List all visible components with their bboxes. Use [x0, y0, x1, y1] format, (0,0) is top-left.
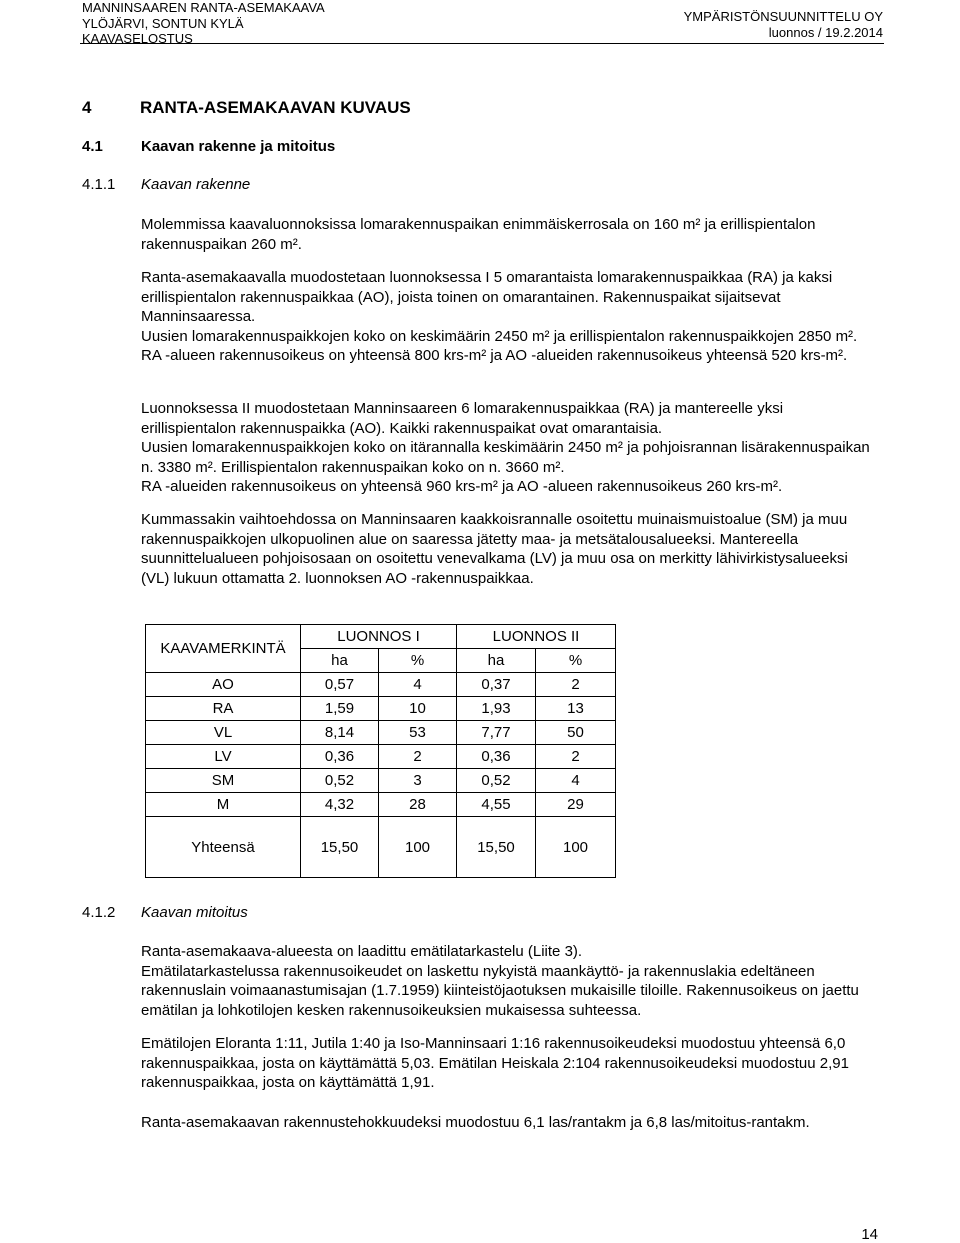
header-left: [82, 0, 325, 47]
table-cell: RA: [146, 697, 301, 721]
area-table: [145, 624, 616, 878]
header-project-title: MANNINSAAREN RANTA-ASEMAKAAVA: [82, 0, 325, 15]
table-cell: 29: [536, 793, 616, 817]
header-right: [684, 9, 883, 40]
table-cell: 1,93: [457, 697, 536, 721]
header-doc-type: KAAVASELOSTUS: [82, 31, 193, 46]
table-cell: 28: [379, 793, 457, 817]
table-cell: LV: [146, 745, 301, 769]
paragraph-text: Luonnoksessa II muodostetaan Manninsaareen 6 lomarakennuspaikkaa (RA) ja mantereelle yksi erillispientalon rakennuspaikka (AO). Kaikki rakennuspaikat ovat omarantaisia.: [141, 400, 784, 437]
paragraph-parcel-survey: [141, 942, 871, 1020]
paragraph-draft-two: [141, 399, 871, 497]
header-company: YMPÄRISTÖNSUUNNITTELU OY: [683, 9, 883, 24]
paragraph-text: RA -alueiden rakennusoikeus on yhteensä 960 krs-m² ja AO -alueen rakennusoikeus 260 krs-m².: [141, 478, 783, 495]
paragraph-floor-area: [141, 215, 871, 254]
paragraph-text: Emätilatarkastelussa rakennusoikeudet on laskettu nykyistä maankäyttö- ja rakennuslakia edeltäneen rakennuslain voimaanastumisajan (1.7.1959) kiinteistöjaotuksen mukaisille tiloille. Rakennusoikeus on jaettu emätilan ja lohkotilojen kesken rakennusoikeuksien mukaisessa suhteessa.: [141, 962, 859, 1019]
paragraph-both-alternatives: [141, 510, 871, 588]
table-row: [146, 697, 616, 721]
heading-section: [82, 138, 335, 155]
table-row: [146, 745, 616, 769]
table-header-group-2: LUONNOS II: [457, 625, 616, 649]
table-cell: 0,37: [457, 673, 536, 697]
table-cell: 10: [379, 697, 457, 721]
table-cell: 2: [536, 745, 616, 769]
table-subheader-cell: ha: [301, 649, 379, 673]
heading-subsection-number: 4.1.2: [82, 904, 116, 921]
paragraph-text: Molemmissa kaavaluonnoksissa lomarakennuspaikan enimmäiskerrosala on 160 m² ja erillispientalon rakennuspaikan 260 m².: [141, 216, 816, 253]
paragraph-density: [141, 1113, 871, 1133]
heading-subsection-structure: [82, 176, 250, 193]
table-row: [146, 721, 616, 745]
table-cell: 15,50: [457, 817, 536, 878]
table-cell: 4: [536, 769, 616, 793]
table-cell: 4,55: [457, 793, 536, 817]
paragraph-text: Uusien lomarakennuspaikkojen koko on keskimäärin 2450 m² ja erillispientalon rakennuspaikkojen 2850 m². RA -alueen rakennusoikeus on yhteensä 800 krs-m² ja AO -alueiden rakennusoikeus yhteensä 520 krs-m².: [141, 327, 858, 364]
table-cell: 1,59: [301, 697, 379, 721]
table-cell: 100: [379, 817, 457, 878]
table-cell: AO: [146, 673, 301, 697]
heading-subsection-number: 4.1.1: [82, 176, 116, 193]
heading-subsection-title: Kaavan mitoitus: [141, 904, 248, 921]
paragraph-text: Uusien lomarakennuspaikkojen koko on itärannalla keskimäärin 2450 m² ja pohjoisrannan lisärakennuspaikan n. 3380 m². Erillispientalon rakennuspaikan koko on n. 3660 m².: [141, 439, 870, 476]
table-cell: Yhteensä: [146, 817, 301, 878]
table-cell: 2: [379, 745, 457, 769]
table-header-label: KAAVAMERKINTÄ: [146, 625, 301, 673]
paragraph-text: Ranta-asemakaavan rakennustehokkuudeksi muodostuu 6,1 las/rantakm ja 6,8 las/mitoitus-rantakm.: [141, 1114, 810, 1131]
table-cell: 50: [536, 721, 616, 745]
table-cell: M: [146, 793, 301, 817]
table-total-row: [146, 817, 616, 878]
table-row: [146, 673, 616, 697]
table-subheader-cell: %: [379, 649, 457, 673]
heading-chapter-number: 4: [82, 98, 92, 117]
table-cell: 15,50: [301, 817, 379, 878]
heading-chapter: [82, 98, 411, 118]
table-cell: 2: [536, 673, 616, 697]
paragraph-text: Kummassakin vaihtoehdossa on Manninsaaren kaakkoisrannalle osoitettu muinaismuistoalue (SM) ja muu rakennuspaikkojen ulkopuolinen alue on saaressa jätetty maa- ja metsätalousalueeksi. Mantereella suunnittelualueen pohjoisosaan on osoitettu venevalkama (LV) ja muu osa on merkitty lähivirkistysalueeksi (VL) lukuun ottamatta 2. luonnoksen AO -rakennuspaikkaa.: [141, 511, 848, 587]
table-subheader-cell: ha: [457, 649, 536, 673]
heading-subsection-title: Kaavan rakenne: [141, 176, 251, 193]
table-cell: 3: [379, 769, 457, 793]
table-row: [146, 769, 616, 793]
table-cell: 8,14: [301, 721, 379, 745]
table-cell: 0,52: [457, 769, 536, 793]
table-cell: 4,32: [301, 793, 379, 817]
paragraph-building-rights: [141, 1034, 871, 1093]
heading-section-title: Kaavan rakenne ja mitoitus: [141, 138, 336, 155]
heading-subsection-dimensioning: [82, 904, 248, 921]
table-cell: 100: [536, 817, 616, 878]
page-number: 14: [861, 1226, 878, 1243]
table-cell: VL: [146, 721, 301, 745]
table-cell: 4: [379, 673, 457, 697]
heading-chapter-title: RANTA-ASEMAKAAVAN KUVAUS: [140, 98, 411, 117]
table-cell: 53: [379, 721, 457, 745]
table-cell: 7,77: [457, 721, 536, 745]
table-cell: 13: [536, 697, 616, 721]
table-cell: 0,57: [301, 673, 379, 697]
table-cell: 0,52: [301, 769, 379, 793]
table-cell: SM: [146, 769, 301, 793]
paragraph-text: Ranta-asemakaavalla muodostetaan luonnoksessa I 5 omarantaista lomarakennuspaikkaa (RA) ja kaksi erillispientalon rakennuspaikkaa (AO), joista toinen on omarantainen. Rakennuspaikat sijaitsevat Manninsaaressa.: [141, 269, 833, 325]
paragraph-text: Ranta-asemakaava-alueesta on laadittu emätilatarkastelu (Liite 3).: [141, 943, 583, 960]
paragraph-draft-one: [141, 268, 871, 366]
heading-section-number: 4.1: [82, 138, 103, 155]
header-location: YLÖJÄRVI, SONTUN KYLÄ: [82, 15, 244, 31]
table-row: [146, 793, 616, 817]
table-cell: 0,36: [301, 745, 379, 769]
table-subheader-cell: %: [536, 649, 616, 673]
header-version: luonnos / 19.2.2014: [768, 24, 883, 40]
header-divider: [80, 43, 884, 44]
table-header-row: [146, 625, 616, 649]
table-header-group-1: LUONNOS I: [301, 625, 457, 649]
table-cell: 0,36: [457, 745, 536, 769]
paragraph-text: Emätilojen Eloranta 1:11, Jutila 1:40 ja Iso-Manninsaari 1:16 rakennusoikeudeksi muodostuu yhteensä 6,0 rakennuspaikkaa, josta on käyttämättä 5,03. Emätilan Heiskala 2:104 rakennusoikeudeksi muodostuu 2,91 rakennuspaikkaa, josta on käyttämättä 1,91.: [141, 1035, 849, 1091]
